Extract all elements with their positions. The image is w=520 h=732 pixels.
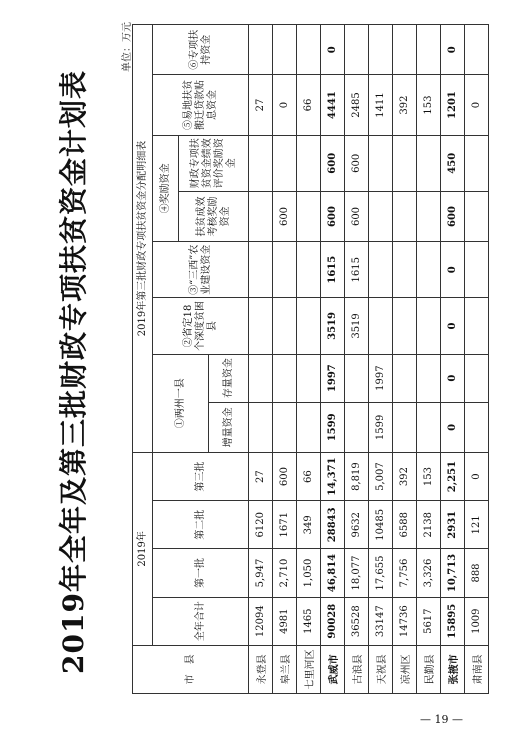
header-g1: ①两州一县 bbox=[153, 354, 209, 452]
cell-b3: 600 bbox=[273, 452, 297, 500]
header-g4a: 扶贫成效考核奖励资金 bbox=[179, 191, 249, 241]
cell-b2: 6120 bbox=[249, 501, 273, 549]
cell-g4b bbox=[369, 135, 393, 191]
table-row bbox=[273, 25, 297, 694]
cell-g4a bbox=[369, 191, 393, 241]
cell-g5: 27 bbox=[249, 75, 273, 135]
header-year2019: 2019年 bbox=[133, 452, 153, 645]
table-body bbox=[249, 25, 489, 694]
fund-table bbox=[132, 24, 489, 694]
cell-g6 bbox=[369, 25, 393, 75]
cell-g5: 4441 bbox=[321, 75, 345, 135]
cell-total: 36528 bbox=[345, 597, 369, 645]
cell-total: 1465 bbox=[297, 597, 321, 645]
header-total: 全年合计 bbox=[153, 597, 249, 645]
header-g1-new: 增量资金 bbox=[209, 402, 249, 452]
header-batch1: 第一批 bbox=[153, 549, 249, 597]
cell-g4a: 600 bbox=[345, 191, 369, 241]
cell-b3: 27 bbox=[249, 452, 273, 500]
cell-g4b bbox=[297, 135, 321, 191]
cell-g1n bbox=[345, 402, 369, 452]
cell-b1: 46,814 bbox=[321, 549, 345, 597]
cell-b1: 2,710 bbox=[273, 549, 297, 597]
cell-total: 1009 bbox=[465, 597, 489, 645]
cell-b2: 2138 bbox=[417, 501, 441, 549]
cell-g1s bbox=[345, 354, 369, 402]
cell-g4b bbox=[393, 135, 417, 191]
cell-g1n bbox=[465, 402, 489, 452]
cell-g3: 1615 bbox=[321, 242, 345, 298]
cell-b1: 1,050 bbox=[297, 549, 321, 597]
cell-g6 bbox=[273, 25, 297, 75]
cell-g5: 1411 bbox=[369, 75, 393, 135]
cell-b2: 10485 bbox=[369, 501, 393, 549]
cell-name: 皋兰县 bbox=[273, 645, 297, 693]
cell-g6: 0 bbox=[321, 25, 345, 75]
table-row bbox=[393, 25, 417, 694]
cell-total: 15895 bbox=[441, 597, 465, 645]
cell-g2 bbox=[249, 298, 273, 354]
cell-b2: 2931 bbox=[441, 501, 465, 549]
cell-g1s bbox=[273, 354, 297, 402]
cell-b3: 153 bbox=[417, 452, 441, 500]
cell-g4a bbox=[465, 191, 489, 241]
cell-g6 bbox=[249, 25, 273, 75]
cell-g5: 2485 bbox=[345, 75, 369, 135]
cell-b3: 2,251 bbox=[441, 452, 465, 500]
cell-name: 古浪县 bbox=[345, 645, 369, 693]
cell-total: 90028 bbox=[321, 597, 345, 645]
table-row bbox=[417, 25, 441, 694]
cell-g3 bbox=[393, 242, 417, 298]
cell-g2 bbox=[297, 298, 321, 354]
cell-g6 bbox=[417, 25, 441, 75]
cell-name: 天祝县 bbox=[369, 645, 393, 693]
cell-b2: 349 bbox=[297, 501, 321, 549]
cell-name: 武威市 bbox=[321, 645, 345, 693]
cell-g1s bbox=[297, 354, 321, 402]
unit-label: 单位：万元 bbox=[122, 22, 133, 72]
header-g5: ⑤易地扶贫搬迁贷款贴息资金 bbox=[153, 75, 249, 135]
cell-g3 bbox=[297, 242, 321, 298]
cell-g4a: 600 bbox=[441, 191, 465, 241]
cell-g4a bbox=[249, 191, 273, 241]
cell-g1n bbox=[417, 402, 441, 452]
cell-g3 bbox=[249, 242, 273, 298]
cell-g3: 1615 bbox=[345, 242, 369, 298]
table-row bbox=[441, 25, 465, 694]
cell-g3: 0 bbox=[441, 242, 465, 298]
cell-g3 bbox=[465, 242, 489, 298]
cell-total: 12094 bbox=[249, 597, 273, 645]
header-g3: ③“三西”农业建设资金 bbox=[153, 242, 249, 298]
cell-g6 bbox=[465, 25, 489, 75]
table-row bbox=[249, 25, 273, 694]
cell-g4b: 450 bbox=[441, 135, 465, 191]
cell-g5: 153 bbox=[417, 75, 441, 135]
cell-g4a: 600 bbox=[273, 191, 297, 241]
cell-name: 张掖市 bbox=[441, 645, 465, 693]
header-city: 市 县 bbox=[133, 645, 249, 693]
cell-b2: 28843 bbox=[321, 501, 345, 549]
cell-g2 bbox=[393, 298, 417, 354]
cell-name: 永登县 bbox=[249, 645, 273, 693]
cell-g1n bbox=[249, 402, 273, 452]
fund-table-wrap bbox=[132, 24, 489, 694]
cell-b1: 7,756 bbox=[393, 549, 417, 597]
cell-g1s: 1997 bbox=[321, 354, 345, 402]
cell-g1s bbox=[417, 354, 441, 402]
cell-total: 33147 bbox=[369, 597, 393, 645]
cell-g2: 3519 bbox=[321, 298, 345, 354]
cell-b3: 8,819 bbox=[345, 452, 369, 500]
cell-b1: 888 bbox=[465, 549, 489, 597]
cell-g1n bbox=[297, 402, 321, 452]
cell-b2: 6588 bbox=[393, 501, 417, 549]
header-g2: ②省定18个深度贫困县 bbox=[153, 298, 249, 354]
cell-g6 bbox=[297, 25, 321, 75]
cell-g5: 1201 bbox=[441, 75, 465, 135]
cell-g4b bbox=[465, 135, 489, 191]
cell-g4a: 600 bbox=[321, 191, 345, 241]
table-row bbox=[465, 25, 489, 694]
cell-b1: 18,077 bbox=[345, 549, 369, 597]
cell-g5: 66 bbox=[297, 75, 321, 135]
header-detail: 2019年第三批财政专项扶贫资金分配明细表 bbox=[133, 25, 153, 453]
cell-g4b bbox=[249, 135, 273, 191]
cell-g3 bbox=[273, 242, 297, 298]
cell-b3: 66 bbox=[297, 452, 321, 500]
cell-name: 民勤县 bbox=[417, 645, 441, 693]
cell-g1n: 1599 bbox=[369, 402, 393, 452]
cell-g1n bbox=[273, 402, 297, 452]
cell-g4b: 600 bbox=[345, 135, 369, 191]
table-row bbox=[369, 25, 393, 694]
cell-g2: 3519 bbox=[345, 298, 369, 354]
cell-g2 bbox=[273, 298, 297, 354]
cell-g2 bbox=[417, 298, 441, 354]
cell-b1: 3,326 bbox=[417, 549, 441, 597]
cell-name: 七里河区 bbox=[297, 645, 321, 693]
cell-b3: 0 bbox=[465, 452, 489, 500]
cell-g6: 0 bbox=[441, 25, 465, 75]
cell-g5: 392 bbox=[393, 75, 417, 135]
table-row bbox=[345, 25, 369, 694]
cell-g2: 0 bbox=[441, 298, 465, 354]
cell-b2: 121 bbox=[465, 501, 489, 549]
cell-total: 14736 bbox=[393, 597, 417, 645]
cell-g4b: 600 bbox=[321, 135, 345, 191]
cell-b3: 5,007 bbox=[369, 452, 393, 500]
cell-g1s bbox=[465, 354, 489, 402]
table-row bbox=[321, 25, 345, 694]
cell-g2 bbox=[369, 298, 393, 354]
document-title: 2019年全年及第三批财政专项扶贫资金计划表 bbox=[57, 70, 90, 674]
cell-g1s bbox=[249, 354, 273, 402]
cell-g1n bbox=[393, 402, 417, 452]
table-row bbox=[297, 25, 321, 694]
cell-b2: 1671 bbox=[273, 501, 297, 549]
cell-g2 bbox=[465, 298, 489, 354]
header-batch2: 第二批 bbox=[153, 501, 249, 549]
header-g6: ⑥专项扶持资金 bbox=[153, 25, 249, 75]
cell-g1s: 1997 bbox=[369, 354, 393, 402]
cell-g6 bbox=[345, 25, 369, 75]
cell-g5: 0 bbox=[465, 75, 489, 135]
cell-g6 bbox=[393, 25, 417, 75]
header-g1-stock: 存量资金 bbox=[209, 354, 249, 402]
cell-g3 bbox=[417, 242, 441, 298]
cell-b1: 5,947 bbox=[249, 549, 273, 597]
cell-b3: 392 bbox=[393, 452, 417, 500]
cell-b2: 9632 bbox=[345, 501, 369, 549]
header-g4: ④奖励资金 bbox=[153, 135, 179, 241]
cell-g4a bbox=[297, 191, 321, 241]
cell-g1n: 0 bbox=[441, 402, 465, 452]
header-g4b: 财政专项扶贫资金绩效评价奖励资金 bbox=[179, 135, 249, 191]
cell-g5: 0 bbox=[273, 75, 297, 135]
cell-b1: 17,655 bbox=[369, 549, 393, 597]
cell-g4a bbox=[417, 191, 441, 241]
cell-g3 bbox=[369, 242, 393, 298]
cell-total: 4981 bbox=[273, 597, 297, 645]
cell-g4b bbox=[273, 135, 297, 191]
cell-b3: 14,371 bbox=[321, 452, 345, 500]
page-number: — 19 — bbox=[420, 713, 463, 726]
cell-b1: 10,713 bbox=[441, 549, 465, 597]
cell-g4a bbox=[393, 191, 417, 241]
cell-total: 5617 bbox=[417, 597, 441, 645]
cell-g1s bbox=[393, 354, 417, 402]
cell-name: 肃南县 bbox=[465, 645, 489, 693]
header-batch3: 第三批 bbox=[153, 452, 249, 500]
cell-g4b bbox=[417, 135, 441, 191]
cell-g1n: 1599 bbox=[321, 402, 345, 452]
cell-name: 凉州区 bbox=[393, 645, 417, 693]
cell-g1s: 0 bbox=[441, 354, 465, 402]
